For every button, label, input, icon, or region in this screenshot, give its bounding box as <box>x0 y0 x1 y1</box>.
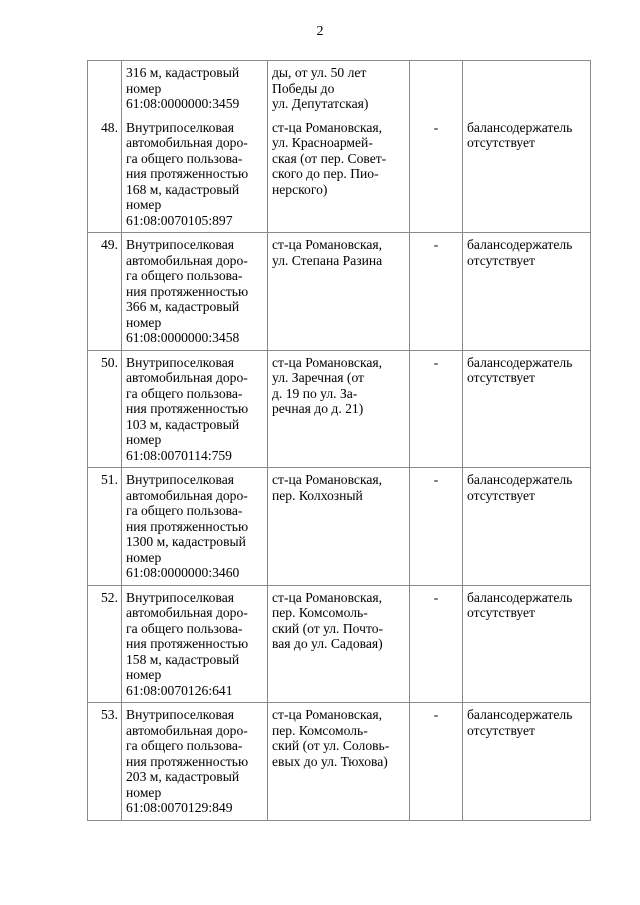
table-row <box>88 112 591 233</box>
road-registry-table <box>87 60 591 821</box>
object-line: га общего пользова- <box>126 268 243 283</box>
cell-encumbrance: - <box>410 233 463 351</box>
address-line: ский (от ул. Соловь- <box>272 738 390 753</box>
cell-object <box>122 233 268 351</box>
cell-holder <box>463 61 591 112</box>
address-line: евых до ул. Тюхова) <box>272 753 388 769</box>
object-line: га общего пользова- <box>126 385 243 401</box>
cell-holder <box>463 703 591 821</box>
address-line: пер. Комсомоль- <box>272 722 368 738</box>
object-line: Внутрипоселковая <box>126 707 234 722</box>
table-row-continuation <box>88 61 591 112</box>
table-row <box>88 233 591 351</box>
cell-encumbrance: - <box>410 585 463 703</box>
object-line: номер <box>126 784 162 800</box>
holder-line: отсутствует <box>467 370 536 385</box>
table-row <box>88 350 591 468</box>
table-row <box>88 703 591 821</box>
object-line: га общего пользова- <box>126 503 243 518</box>
address-line: ст-ца Романовская, <box>272 119 383 135</box>
object-line: Внутрипоселковая <box>126 237 234 252</box>
cell-holder <box>463 233 591 351</box>
object-line: автомобильная доро- <box>126 252 248 268</box>
cell-number: 52. <box>88 585 122 703</box>
cell-object <box>122 61 268 112</box>
cell-encumbrance: - <box>410 112 463 233</box>
holder-line: балансодержатель <box>467 707 573 722</box>
cell-address <box>268 350 410 468</box>
cell-encumbrance: - <box>410 468 463 586</box>
object-line: 61:08:0000000:3458 <box>126 330 240 345</box>
cell-address <box>268 703 410 821</box>
object-line: га общего пользова- <box>126 738 243 753</box>
cell-holder <box>463 350 591 468</box>
object-line: 61:08:0070126:641 <box>126 682 233 698</box>
cell-holder <box>463 468 591 586</box>
object-line: 61:08:0000000:3460 <box>126 565 240 580</box>
address-line: ды, от ул. 50 лет <box>272 65 367 80</box>
object-line: 61:08:0000000:3459 <box>126 96 240 111</box>
object-line: Внутрипоселковая <box>126 119 234 135</box>
cell-holder <box>463 585 591 703</box>
object-line: 168 м, кадастровый <box>126 181 240 197</box>
cell-number <box>88 61 122 112</box>
cell-address <box>268 233 410 351</box>
object-line: автомобильная доро- <box>126 370 248 385</box>
object-line: автомобильная доро- <box>126 722 248 738</box>
object-line: 1300 м, кадастровый <box>126 534 246 549</box>
address-line: ул. Красноармей- <box>272 135 373 150</box>
object-line: номер <box>126 667 162 682</box>
cell-encumbrance: - <box>410 350 463 468</box>
object-line: автомобильная доро- <box>126 487 248 503</box>
object-line: ния протяженностью <box>126 401 249 416</box>
object-line: 366 м, кадастровый <box>126 299 240 314</box>
holder-line: балансодержатель <box>467 119 573 135</box>
table-row <box>88 585 591 703</box>
object-line: 316 м, кадастровый <box>126 65 240 80</box>
table-body <box>88 61 591 821</box>
object-line: 203 м, кадастровый <box>126 769 240 784</box>
cell-address <box>268 61 410 112</box>
object-line: ния протяженностью <box>126 636 249 651</box>
object-line: га общего пользова- <box>126 150 243 166</box>
holder-line: балансодержатель <box>467 354 573 370</box>
cell-holder <box>463 112 591 233</box>
object-line: ния протяженностью <box>126 283 249 299</box>
address-line: Победы до <box>272 80 335 96</box>
cell-encumbrance <box>410 61 463 112</box>
holder-line: балансодержатель <box>467 589 573 605</box>
object-line: ния протяженностью <box>126 518 249 534</box>
object-line: Внутрипоселковая <box>126 589 234 605</box>
object-line: 61:08:0070114:759 <box>126 447 232 463</box>
cell-object <box>122 585 268 703</box>
address-line: ст-ца Романовская, <box>272 237 383 252</box>
object-line: номер <box>126 314 162 330</box>
object-line: автомобильная доро- <box>126 605 248 620</box>
cell-address <box>268 585 410 703</box>
holder-line: балансодержатель <box>467 237 573 252</box>
holder-line: балансодержатель <box>467 472 573 487</box>
cell-number: 49. <box>88 233 122 351</box>
object-line: номер <box>126 80 162 96</box>
address-line: пер. Колхозный <box>272 487 363 503</box>
address-line: ст-ца Романовская, <box>272 707 383 722</box>
object-line: 61:08:0070105:897 <box>126 212 233 228</box>
object-line: автомобильная доро- <box>126 135 248 150</box>
address-line: ст-ца Романовская, <box>272 589 383 605</box>
object-line: номер <box>126 549 162 565</box>
object-line: 61:08:0070129:849 <box>126 800 233 815</box>
address-line: ул. Степана Разина <box>272 252 383 268</box>
holder-line: отсутствует <box>467 135 536 150</box>
object-line: ния протяженностью <box>126 166 249 181</box>
cell-number: 53. <box>88 703 122 821</box>
address-line: ст-ца Романовская, <box>272 354 383 370</box>
address-line: нерского) <box>272 181 328 197</box>
cell-number: 48. <box>88 112 122 233</box>
address-line: речная до д. 21) <box>272 401 364 416</box>
address-line: вая до ул. Садовая) <box>272 636 383 651</box>
address-line: ский (от ул. Почто- <box>272 620 384 636</box>
address-line: д. 19 по ул. За- <box>272 385 358 401</box>
object-line: 103 м, кадастровый <box>126 416 240 432</box>
cell-number: 51. <box>88 468 122 586</box>
cell-number: 50. <box>88 350 122 468</box>
object-line: га общего пользова- <box>126 620 243 636</box>
address-line: ского до пер. Пио- <box>272 166 379 181</box>
holder-line: отсутствует <box>467 487 536 503</box>
object-line: Внутрипоселковая <box>126 472 234 487</box>
object-line: ния протяженностью <box>126 753 249 769</box>
cell-encumbrance: - <box>410 703 463 821</box>
object-line: Внутрипоселковая <box>126 354 234 370</box>
table-row <box>88 468 591 586</box>
holder-line: отсутствует <box>467 252 536 268</box>
address-line: ул. Депутатская) <box>272 96 369 111</box>
page-number: 2 <box>316 24 324 39</box>
holder-line: отсутствует <box>467 722 536 738</box>
holder-line: отсутствует <box>467 605 536 620</box>
address-line: ст-ца Романовская, <box>272 472 383 487</box>
cell-object <box>122 703 268 821</box>
address-line: ская (от пер. Совет- <box>272 150 387 166</box>
object-line: 158 м, кадастровый <box>126 651 240 667</box>
object-line: номер <box>126 432 162 447</box>
cell-object <box>122 350 268 468</box>
object-line: номер <box>126 197 162 212</box>
address-line: пер. Комсомоль- <box>272 605 368 620</box>
cell-object <box>122 468 268 586</box>
address-line: ул. Заречная (от <box>272 370 364 385</box>
cell-object <box>122 112 268 233</box>
cell-address <box>268 468 410 586</box>
cell-address <box>268 112 410 233</box>
